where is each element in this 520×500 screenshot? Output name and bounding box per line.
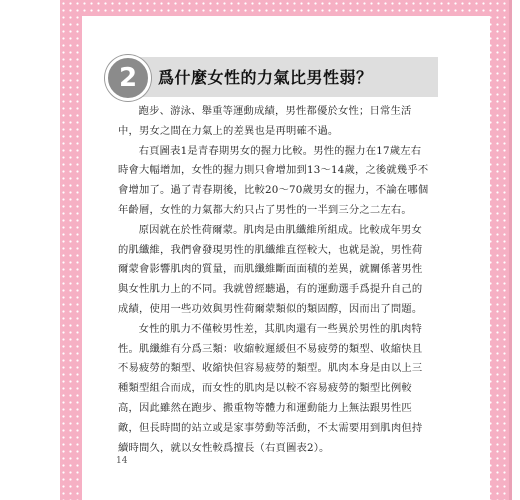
book-page (82, 16, 490, 500)
section-title: 爲什麼女性的力氣比男性弱？ (158, 68, 373, 87)
paragraph-1: 跑步、游泳、舉重等運動成績，男性都優於女性；日常生活中，男女之間在力氣上的差異也是再明確不過。 (118, 105, 412, 137)
page-number: 14 (116, 456, 128, 466)
frame-edge (509, 0, 512, 500)
body-text (118, 102, 430, 458)
section-number-badge: 2 (105, 55, 151, 101)
paragraph-2: 右頁圖表1是青春期男女的握力比較。男性的握力在17歲左右時會大幅增加，女性的握力則只會增加到13～14歲，之後就幾乎不會增加了。過了青春期後，比較20～70歲男女的握力，不論在哪個年齡層，女性的力氣都大約只占了男性的一半到三分之二左右。 (118, 144, 429, 216)
paragraph-3: 原因就在於性荷爾蒙。肌肉是由肌纖維所組成。比較成年男女的肌纖維，我們會發現男性的肌纖維直徑較大，也就是說，男性荷爾蒙會影響肌肉的質量，而肌纖維斷面面積的差異，就關係著男性與女性肌力上的不同。我就曾經聽過，有的運動選手爲提升自己的成績，使用一些功效與男性荷爾蒙類似的類固醇，因而出了問題。 (118, 223, 423, 315)
paragraph-4: 女性的肌力不僅較男性差，其肌肉還有一些異於男性的肌肉特性。肌纖維有分爲三類：收縮較遲緩但不易疲勞的類型、收縮快且不易疲勞的類型、收縮快但容易疲勞的類型。肌肉本身是由以上三種類型組合而成，而女性的肌肉是以較不容易疲勞的類型比例較高，因此雖然在跑步、搬重物等體力和運動能力上無法跟男性匹敵，但長時間的站立或是家事勞動等活動，不太需要用到肌肉但持續時間久，就以女性較爲擅長（右頁圖表2）。 (118, 322, 423, 454)
